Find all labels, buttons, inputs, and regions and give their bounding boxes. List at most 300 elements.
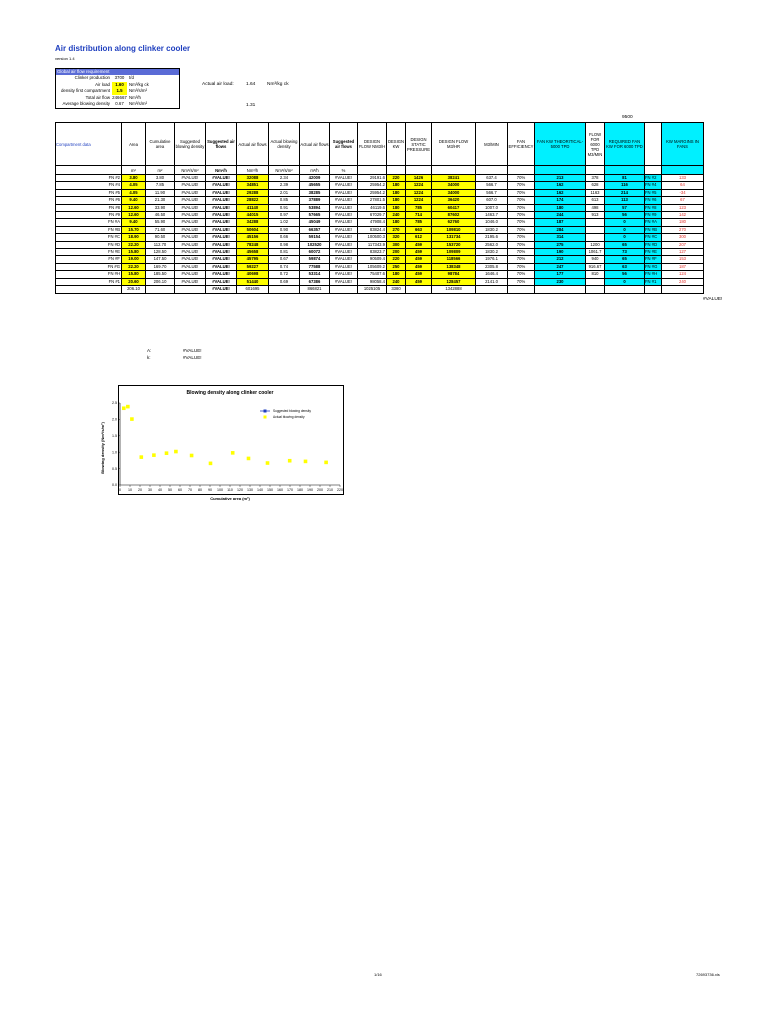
table-cell: #VALUE! (330, 241, 358, 248)
table-cell: FN #2 (645, 175, 662, 182)
table-cell: 0.98 (269, 241, 300, 248)
table-cell: 102520 (300, 241, 330, 248)
table-cell: 127 (662, 249, 704, 256)
input-value[interactable]: 3700 (114, 75, 125, 80)
chart-x-axis-label: Cumulative area (m²) (210, 496, 250, 501)
column-header: Suggested air flows (330, 123, 358, 166)
input-row (56, 88, 179, 95)
table-cell: 22.20 (122, 263, 146, 270)
x-tick-label: 150 (267, 488, 273, 492)
totals-cell (56, 286, 122, 293)
table-cell: 2.39 (269, 182, 300, 189)
input-row (56, 75, 179, 82)
table-cell: 70% (508, 175, 535, 182)
table-cell: 45795 (237, 256, 269, 263)
unit-cell (662, 166, 704, 175)
data-point (140, 455, 144, 459)
table-cell: 220 (387, 256, 406, 263)
table-cell: 46.50 (146, 212, 175, 219)
table-cell: 1224 (406, 189, 432, 196)
table-cell: 1.02 (269, 219, 300, 226)
table-cell: #VALUE! (175, 256, 206, 263)
totals-cell: 1025105 (358, 286, 387, 293)
ratio-value: 1.31 (246, 103, 256, 108)
x-tick-label: 10 (128, 488, 132, 492)
table-row (56, 197, 704, 204)
table-cell: FN #1 (56, 278, 122, 285)
table-row (56, 263, 704, 270)
table-cell: 73 (605, 249, 645, 256)
table-cell: 47908.4 (358, 219, 387, 226)
unit-cell (535, 166, 586, 175)
input-label: Air load (95, 81, 110, 87)
table-cell: FN #G (645, 263, 662, 270)
table-cell: 566.7 (476, 182, 508, 189)
y-tick-label: 2.5 (112, 401, 117, 406)
x-tick-label: 30 (148, 488, 152, 492)
table-cell: 42009 (300, 175, 330, 182)
table-cell: #VALUE! (206, 278, 237, 285)
table-cell: 41140 (237, 204, 269, 211)
table-cell: 270 (662, 226, 704, 233)
data-point (266, 461, 270, 465)
table-cell: 180 (387, 219, 406, 226)
table-cell: 128457 (432, 278, 476, 285)
unit-cell (387, 166, 406, 175)
column-header: REQUIRED FAN KW FOR 6000 TPD (605, 123, 645, 166)
table-cell: 913 (586, 212, 605, 219)
table-cell: 180 (387, 189, 406, 196)
table-cell: 785 (406, 219, 432, 226)
table-cell: 53894 (300, 204, 330, 211)
table-cell: 2141.0 (476, 278, 508, 285)
table-cell: #VALUE! (175, 234, 206, 241)
input-row (56, 82, 179, 89)
table-cell: 613 (586, 197, 605, 204)
actual-air-load-value: 1.64 (246, 82, 256, 87)
data-point (288, 459, 292, 463)
table-cell: FN #C (645, 234, 662, 241)
table-cell: 177 (535, 271, 586, 278)
table-cell: 566.7 (476, 189, 508, 196)
input-value[interactable]: 1.5 (112, 88, 127, 95)
totals-cell: 206.10 (122, 286, 146, 293)
table-cell: 12.60 (122, 204, 146, 211)
table-cell: #VALUE! (206, 271, 237, 278)
table-cell: 67386 (300, 278, 330, 285)
totals-cell (146, 286, 175, 293)
input-value[interactable]: 0.67 (115, 101, 124, 107)
column-header: Actual blowing density (269, 123, 300, 166)
table-cell: 55.90 (146, 219, 175, 226)
table-cell: 45658 (237, 249, 269, 256)
table-cell: 90.50 (146, 234, 175, 241)
table-cell: 133 (662, 175, 704, 182)
column-header: Actual air flows (237, 123, 269, 166)
table-cell: 2562.0 (476, 241, 508, 248)
table-cell: 70% (508, 278, 535, 285)
table-cell: 59874 (300, 256, 330, 263)
table-cell: 15.80 (122, 249, 146, 256)
table-row (56, 204, 704, 211)
totals-cell (406, 286, 432, 293)
table-cell: 98058.4 (358, 278, 387, 285)
table-cell: 180 (387, 271, 406, 278)
table-cell (586, 226, 605, 233)
table-cell: 1061.7 (586, 249, 605, 256)
input-value[interactable]: 246667 (112, 94, 127, 100)
table-cell: 1830.2 (476, 226, 508, 233)
table-cell: 44015 (237, 212, 269, 219)
table-cell: 459 (406, 241, 432, 248)
table-cell: 785 (406, 204, 432, 211)
number-above-table: 9500 (622, 115, 633, 120)
chart-y-axis-label: Blowing density (Nm³/s/m²) (100, 422, 105, 474)
table-cell: 200 (387, 249, 406, 256)
table-row (56, 256, 704, 263)
table-cell: 65 (605, 241, 645, 248)
y-tick-label: 1.0 (112, 450, 117, 455)
table-cell: 0.90 (269, 226, 300, 233)
page-number: 1/16 (374, 972, 382, 977)
table-cell: 59227 (237, 263, 269, 270)
table-cell: 4.05 (122, 189, 146, 196)
y-tick-label: 2.0 (112, 417, 117, 422)
table-cell: 25954.2 (358, 189, 387, 196)
table-cell: 940 (586, 256, 605, 263)
a-value: #VALUE! (183, 348, 202, 353)
table-cell: 34000 (432, 189, 476, 196)
x-tick-label: 0 (119, 488, 121, 492)
table-cell: 0.74 (269, 263, 300, 270)
table-cell: 3.80 (122, 175, 146, 182)
unit-cell: Nm³/s/m² (175, 166, 206, 175)
table-cell: 190 (535, 249, 586, 256)
table-cell: 180 (387, 182, 406, 189)
table-cell: 138348 (432, 263, 476, 270)
table-cell: 71.60 (146, 226, 175, 233)
input-row (56, 101, 179, 108)
table-cell: 78248 (237, 241, 269, 248)
table-cell: 459 (406, 256, 432, 263)
table-cell: FN #6 (645, 197, 662, 204)
table-row (56, 278, 704, 285)
legend-marker (264, 410, 267, 413)
table-cell: 275 (535, 241, 586, 248)
table-cell: #VALUE! (330, 189, 358, 196)
table-cell: 378 (586, 175, 605, 182)
table-cell: 18.90 (122, 234, 146, 241)
data-point (174, 450, 178, 454)
table-cell: FN #5 (56, 189, 122, 196)
table-cell: 0.97 (269, 212, 300, 219)
table-cell (586, 234, 605, 241)
table-cell: #VALUE! (330, 212, 358, 219)
table-cell: 15.80 (122, 271, 146, 278)
table-cell: 459 (406, 271, 432, 278)
input-label: density first compartment (60, 88, 110, 94)
table-cell: 9.40 (122, 197, 146, 204)
table-cell: 50604 (237, 226, 269, 233)
totals-cell (269, 286, 300, 293)
x-tick-label: 210 (327, 488, 333, 492)
table-cell: 300 (387, 241, 406, 248)
table-cell: 70% (508, 226, 535, 233)
column-header: DESIGN KW (387, 123, 406, 166)
table-cell: 0 (605, 278, 645, 285)
totals-cell: 866821 (300, 286, 330, 293)
unit-cell: m² (122, 166, 146, 175)
column-header: Cumulative area (146, 123, 175, 166)
y-tick-label: 0.5 (112, 466, 117, 471)
totals-row (56, 286, 704, 293)
totals-cell (476, 286, 508, 293)
unit-cell (586, 166, 605, 175)
table-cell: #VALUE! (330, 234, 358, 241)
table-cell: FN #H (645, 271, 662, 278)
table-cell: 0.69 (269, 278, 300, 285)
data-point (152, 453, 156, 457)
table-cell: 244 (535, 212, 586, 219)
input-label: Clinker production (74, 75, 110, 80)
table-cell: 87602 (432, 212, 476, 219)
table-cell: 207 (662, 241, 704, 248)
table-cell: 117343.9 (358, 241, 387, 248)
table-cell: #VALUE! (206, 226, 237, 233)
unit-cell (358, 166, 387, 175)
table-cell: 1426 (406, 175, 432, 182)
totals-cell (586, 286, 605, 293)
table-cell: 70% (508, 256, 535, 263)
data-point (130, 417, 134, 421)
table-cell: 1007.0 (476, 204, 508, 211)
table-cell: 113 (605, 197, 645, 204)
table-cell: #VALUE! (175, 226, 206, 233)
x-tick-label: 160 (277, 488, 283, 492)
table-cell: 607.0 (476, 197, 508, 204)
table-cell: 206.10 (146, 278, 175, 285)
unit-cell: m² (146, 166, 175, 175)
table-cell: FN #F (56, 256, 122, 263)
unit-cell (56, 166, 122, 175)
table-cell: -34 (662, 189, 704, 196)
column-header: DESIGN FLOW M3/HR (432, 123, 476, 166)
table-cell: 220 (387, 175, 406, 182)
table-cell: 212 (535, 256, 586, 263)
table-cell: 66357 (300, 226, 330, 233)
table-cell: 63 (605, 263, 645, 270)
table-cell: #VALUE! (206, 175, 237, 182)
table-cell (586, 219, 605, 226)
table-cell: 45655 (300, 182, 330, 189)
table-cell: 11.90 (146, 189, 175, 196)
table-row (56, 226, 704, 233)
column-header: DESIGN STATIC PRESSURE (406, 123, 432, 166)
input-unit: Nm³/s/m² (129, 101, 148, 107)
table-cell: 29288 (237, 189, 269, 196)
table-cell: #VALUE! (206, 212, 237, 219)
table-cell: 314 (535, 234, 586, 241)
table-cell: 37889 (300, 197, 330, 204)
table-cell: 0 (605, 234, 645, 241)
table-cell: 128.50 (146, 249, 175, 256)
x-tick-label: 100 (217, 488, 223, 492)
table-cell: 270 (387, 226, 406, 233)
table-cell: 33.90 (146, 204, 175, 211)
table-cell: #VALUE! (206, 249, 237, 256)
data-point (209, 462, 213, 466)
table-cell: #VALUE! (330, 204, 358, 211)
totals-cell (605, 286, 645, 293)
table-cell: #VALUE! (330, 271, 358, 278)
input-block (55, 68, 180, 109)
table-cell: 70% (508, 219, 535, 226)
unit-cell (432, 166, 476, 175)
x-tick-label: 170 (287, 488, 293, 492)
table-cell: 109809 (432, 249, 476, 256)
blowing-density-chart (100, 385, 350, 500)
table-cell: 180 (387, 204, 406, 211)
table-cell: 0.81 (269, 249, 300, 256)
table-cell: #VALUE! (330, 263, 358, 270)
table-cell: 98784 (432, 271, 476, 278)
table-cell: 0.85 (269, 197, 300, 204)
table-cell: FN #D (645, 241, 662, 248)
trailing-value-error: #VALUE! (703, 297, 723, 302)
table-cell: 214 (605, 189, 645, 196)
table-cell: #VALUE! (175, 189, 206, 196)
table-cell (586, 278, 605, 285)
y-tick-label: 1.5 (112, 434, 117, 438)
table-cell: 34851 (237, 182, 269, 189)
x-tick-label: 80 (198, 488, 202, 492)
totals-cell (535, 286, 586, 293)
table-cell: 612 (406, 234, 432, 241)
totals-cell (645, 286, 662, 293)
table-cell: 15.70 (122, 226, 146, 233)
table-cell: 169.70 (146, 263, 175, 270)
table-cell: #VALUE! (206, 241, 237, 248)
table-cell: 1046.0 (476, 219, 508, 226)
table-cell: 240 (387, 212, 406, 219)
input-unit: t/d (129, 75, 134, 80)
table-cell: #VALUE! (175, 212, 206, 219)
totals-cell (175, 286, 206, 293)
table-cell: #VALUE! (206, 182, 237, 189)
table-cell: FN #B (56, 226, 122, 233)
table-cell: #VALUE! (175, 219, 206, 226)
table-cell: 213 (535, 175, 586, 182)
unit-cell (508, 166, 535, 175)
table-cell: 32088 (237, 175, 269, 182)
totals-cell: 601695 (237, 286, 269, 293)
chart-title: Blowing density along clinker cooler (186, 390, 274, 396)
legend-label: Actual blowing density (273, 415, 305, 420)
data-point (165, 451, 169, 455)
table-cell: #VALUE! (330, 249, 358, 256)
table-cell: FN #E (645, 249, 662, 256)
table-cell: 1646.4 (476, 271, 508, 278)
x-tick-label: 40 (158, 488, 162, 492)
table-cell: 59154 (300, 234, 330, 241)
column-header: FLOW FOR 6000 TPD M3/MIN (586, 123, 605, 166)
table-cell: 142 (662, 212, 704, 219)
table-cell: 81 (605, 175, 645, 182)
table-cell: #VALUE! (330, 226, 358, 233)
table-cell: #VALUE! (175, 278, 206, 285)
table-cell: 1463.7 (476, 212, 508, 219)
column-header: FAN KW THEORITICAL-5000 TPD (535, 123, 586, 166)
column-header: Suggested air flows (206, 123, 237, 166)
table-cell: 7.85 (146, 182, 175, 189)
input-label: Average blowing density (62, 101, 110, 107)
table-cell: 131734 (432, 234, 476, 241)
unit-cell: % (330, 166, 358, 175)
table-cell: 65 (605, 256, 645, 263)
table-cell: 57665 (300, 212, 330, 219)
compartment-table (55, 122, 704, 294)
data-point (122, 406, 126, 410)
table-cell: 60417 (432, 204, 476, 211)
table-cell: #VALUE! (206, 189, 237, 196)
input-row (56, 95, 179, 102)
data-point (247, 457, 251, 461)
table-cell: #VALUE! (206, 197, 237, 204)
unit-cell (645, 166, 662, 175)
table-cell: 51440 (237, 278, 269, 285)
table-row (56, 249, 704, 256)
table-cell: 153 (662, 256, 704, 263)
table-cell: 29191.6 (358, 175, 387, 182)
table-cell: FN #D (56, 241, 122, 248)
table-cell: 21.30 (146, 197, 175, 204)
x-tick-label: 200 (317, 488, 323, 492)
table-cell: 247 (535, 263, 586, 270)
input-value[interactable]: 1.60 (112, 82, 127, 89)
table-cell: 147.50 (146, 256, 175, 263)
table-cell: 40698 (237, 271, 269, 278)
table-cell: 70% (508, 249, 535, 256)
table-cell: 180 (662, 219, 704, 226)
table-cell: 628 (586, 182, 605, 189)
table-cell: 320 (387, 234, 406, 241)
table-cell: #VALUE! (206, 204, 237, 211)
table-cell: 109810 (432, 226, 476, 233)
table-cell: 34288 (237, 219, 269, 226)
table-cell: FN #9 (56, 212, 122, 219)
table-row (56, 241, 704, 248)
column-header: M3/MIN (476, 123, 508, 166)
table-cell: #VALUE! (206, 234, 237, 241)
unit-cell (406, 166, 432, 175)
input-unit: Nm³/kg ck (129, 81, 149, 87)
table-cell: 75407.6 (358, 271, 387, 278)
table-row (56, 271, 704, 278)
x-tick-label: 60 (178, 488, 182, 492)
column-header: Area (122, 123, 146, 166)
x-tick-label: 130 (247, 488, 253, 492)
table-cell: 83824.4 (358, 226, 387, 233)
column-header: Compartment data (56, 123, 122, 166)
table-cell: 284 (535, 226, 586, 233)
table-cell: FN #G (56, 263, 122, 270)
table-cell: 162 (535, 182, 586, 189)
table-cell: #VALUE! (330, 175, 358, 182)
actual-air-load-label: Actual air load: (202, 82, 234, 87)
table-cell: 0.91 (269, 204, 300, 211)
table-cell: 162 (535, 189, 586, 196)
table-cell: 70% (508, 204, 535, 211)
